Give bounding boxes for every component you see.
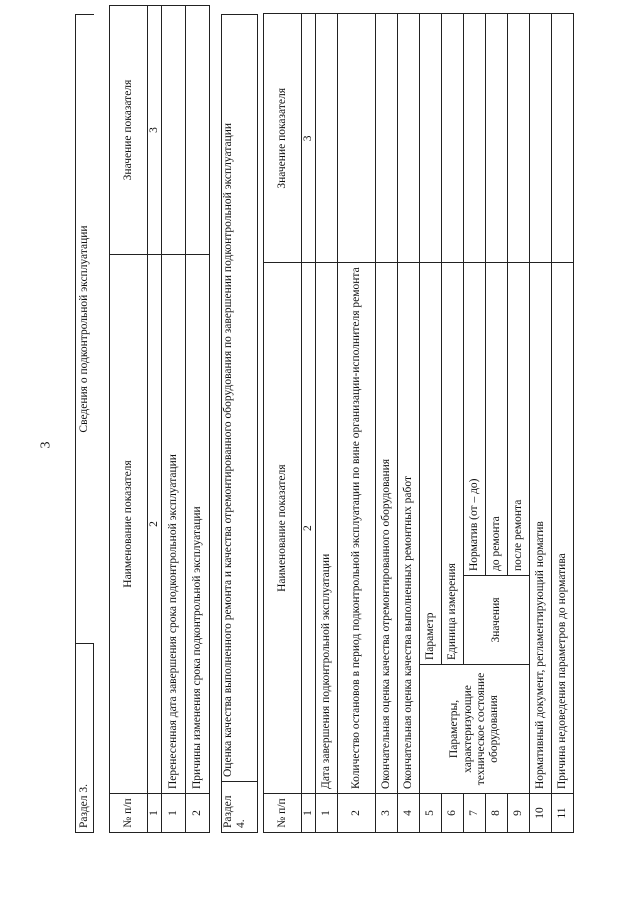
row-value xyxy=(508,14,530,263)
row-num: 5 xyxy=(420,794,442,833)
row-value xyxy=(420,14,442,263)
table-row xyxy=(420,14,442,833)
row-num: 4 xyxy=(398,794,420,833)
row-value xyxy=(316,14,338,263)
row-value xyxy=(186,6,210,255)
row-value xyxy=(486,14,508,263)
col-number-2: 2 xyxy=(302,263,316,794)
section-3-title-table xyxy=(75,14,94,833)
row-name: Причины изменения срока подконтрольной эксплуатации xyxy=(186,255,210,794)
col-number-2: 2 xyxy=(148,255,162,794)
row-name: Нормативный документ, регламентирующий норматив xyxy=(530,263,552,794)
row-name: Окончательная оценка качества отремонтированного оборудования xyxy=(376,263,398,794)
header-num: № п/п xyxy=(264,794,302,833)
row-name: Причина недоведения параметров до норматива xyxy=(552,263,574,794)
parameters-group-label: Параметры, характеризующие техническое состояние оборудования xyxy=(420,665,530,794)
section-4-table xyxy=(263,13,574,833)
row-name: Количество остановов в период подконтрольной эксплуатации по вине организации-исполнителя ремонта xyxy=(338,263,376,794)
section-3-title: Сведения о подконтрольной эксплуатации xyxy=(76,15,94,644)
row-name: Норматив (от – до) xyxy=(464,263,486,576)
row-num: 1 xyxy=(316,794,338,833)
page-number: 3 xyxy=(38,441,54,449)
section-3-label: Раздел 3. xyxy=(76,644,94,833)
row-value xyxy=(162,6,186,255)
table-row xyxy=(530,14,552,833)
header-name: Наименование показателя xyxy=(110,255,148,794)
row-value xyxy=(530,14,552,263)
row-value xyxy=(398,14,420,263)
row-name: Перенесенная дата завершения срока подконтрольной эксплуатации xyxy=(162,255,186,794)
table-row xyxy=(338,14,376,833)
header-value: Значение показателя xyxy=(264,14,302,263)
row-num: 3 xyxy=(376,794,398,833)
row-num: 11 xyxy=(552,794,574,833)
table-row xyxy=(186,6,210,833)
row-name: Дата завершения подконтрольной эксплуатации xyxy=(316,263,338,794)
row-name: Окончательная оценка качества выполненных ремонтных работ xyxy=(398,263,420,794)
row-name: Единица измерения xyxy=(442,263,464,665)
row-name: после ремонта xyxy=(508,263,530,576)
section-4-title: Оценка качества выполненного ремонта и качества отремонтированного оборудования по завершении подконтрольной эксплуатации xyxy=(222,15,258,782)
rotated-sheet xyxy=(75,0,605,833)
row-num: 6 xyxy=(442,794,464,833)
row-num: 9 xyxy=(508,794,530,833)
col-number-1: 1 xyxy=(302,794,316,833)
header-num: № п/п xyxy=(110,794,148,833)
table-row xyxy=(162,6,186,833)
row-num: 8 xyxy=(486,794,508,833)
row-value xyxy=(442,14,464,263)
header-name: Наименование показателя xyxy=(264,263,302,794)
header-value: Значение показателя xyxy=(110,6,148,255)
table-row xyxy=(316,14,338,833)
col-number-1: 1 xyxy=(148,794,162,833)
row-num: 2 xyxy=(186,794,210,833)
table-row xyxy=(376,14,398,833)
row-value xyxy=(376,14,398,263)
col-number-3: 3 xyxy=(302,14,316,263)
values-label: Значения xyxy=(464,576,530,665)
row-value xyxy=(338,14,376,263)
section-4-title-table xyxy=(221,14,258,833)
row-num: 10 xyxy=(530,794,552,833)
row-name: Параметр xyxy=(420,263,442,665)
row-num: 7 xyxy=(464,794,486,833)
section-3-table xyxy=(109,5,210,833)
row-value xyxy=(464,14,486,263)
row-value xyxy=(552,14,574,263)
section-4-label: Раздел 4. xyxy=(222,782,258,833)
row-name: до ремонта xyxy=(486,263,508,576)
row-num: 2 xyxy=(338,794,376,833)
row-num: 1 xyxy=(162,794,186,833)
col-number-3: 3 xyxy=(148,6,162,255)
table-row xyxy=(552,14,574,833)
table-row xyxy=(398,14,420,833)
